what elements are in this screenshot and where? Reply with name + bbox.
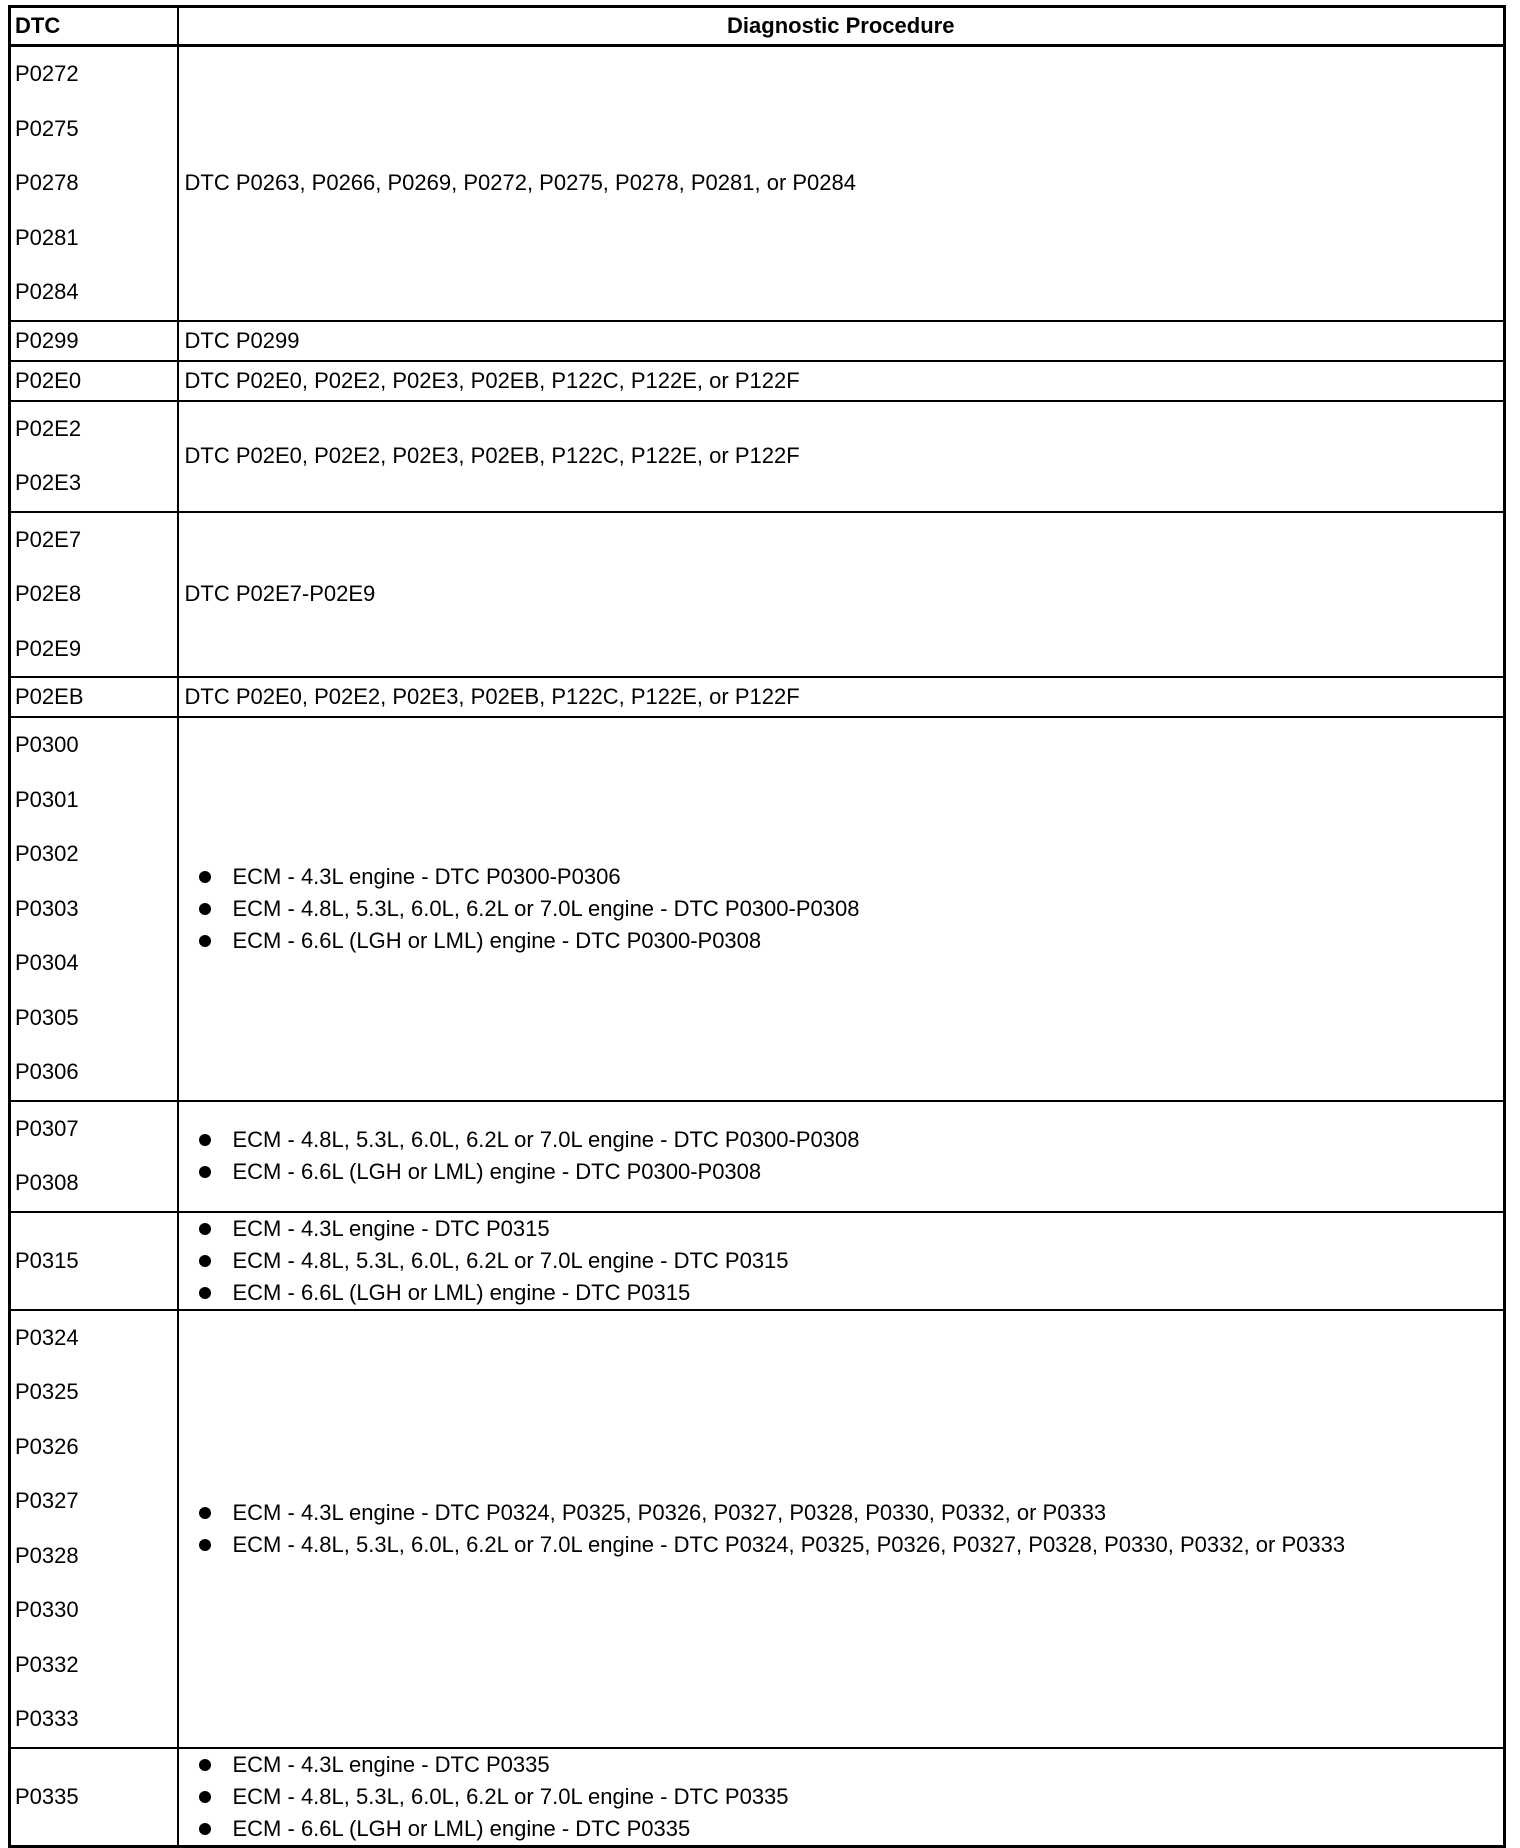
bullet-icon (199, 1134, 211, 1146)
procedure-bullet-text: ECM - 6.6L (LGH or LML) engine - DTC P0300-P0308 (232, 927, 762, 953)
dtc-code: P0306 (15, 1059, 79, 1084)
dtc-code: P02E0 (15, 367, 82, 393)
dtc-code: P0305 (15, 1004, 79, 1030)
bullet-icon (199, 903, 211, 915)
dtc-code: P0299 (15, 327, 79, 353)
dtc-code: P0308 (15, 1170, 79, 1195)
procedure-cell (178, 1101, 1505, 1212)
procedure-list-item (199, 1277, 1504, 1309)
procedure-list-item (199, 1497, 1504, 1529)
procedure-bullet-text: ECM - 4.8L, 5.3L, 6.0L, 6.2L or 7.0L engine - DTC P0300-P0308 (232, 1127, 860, 1152)
dtc-code: P0328 (15, 1542, 79, 1568)
procedure-list-item (199, 861, 1504, 893)
dtc-cell (10, 1310, 178, 1748)
procedure-list-item (199, 1749, 1504, 1781)
dtc-code: P02E7 (15, 526, 82, 552)
procedure-bullet-text: ECM - 4.3L engine - DTC P0315 (232, 1215, 550, 1241)
dtc-cell (10, 1748, 178, 1847)
procedure-text: DTC P02E7-P02E9 (184, 581, 376, 607)
procedure-cell (178, 401, 1505, 512)
procedure-bullet-text: ECM - 4.3L engine - DTC P0300-P0306 (232, 863, 621, 889)
dtc-code: P0335 (15, 1783, 79, 1809)
table-body (10, 46, 1505, 1847)
dtc-code: P0301 (15, 786, 79, 812)
dtc-cell (10, 361, 178, 401)
procedure-cell (178, 717, 1505, 1101)
procedure-bullet-text: ECM - 6.6L (LGH or LML) engine - DTC P0300-P0308 (232, 1159, 762, 1184)
table-header (10, 7, 1505, 46)
table-row (10, 46, 1505, 321)
dtc-code: P02EB (15, 684, 84, 709)
dtc-code: P0330 (15, 1597, 79, 1622)
header-row (10, 7, 1505, 46)
dtc-code: P02E3 (15, 470, 82, 495)
procedure-cell (178, 512, 1505, 678)
procedure-text: DTC P02E0, P02E2, P02E3, P02EB, P122C, P122E, or P122F (184, 367, 800, 393)
table-row (10, 512, 1505, 678)
dtc-code: P0326 (15, 1433, 79, 1459)
procedure-text: DTC P0299 (184, 327, 300, 353)
procedure-cell (178, 321, 1505, 361)
procedure-text: DTC P02E0, P02E2, P02E3, P02EB, P122C, P122E, or P122F (184, 443, 800, 468)
dtc-cell (10, 321, 178, 361)
dtc-cell (10, 401, 178, 512)
table-row (10, 361, 1505, 401)
dtc-cell (10, 46, 178, 321)
table-row (10, 321, 1505, 361)
bullet-icon (199, 1223, 211, 1235)
procedure-list (185, 1749, 1504, 1845)
dtc-code: P0300 (15, 732, 79, 757)
table-row (10, 1310, 1505, 1748)
dtc-code: P0324 (15, 1324, 79, 1350)
dtc-code: P0278 (15, 170, 79, 195)
procedure-cell (178, 361, 1505, 401)
header-dtc: DTC (10, 7, 178, 46)
procedure-list-item (199, 1245, 1504, 1277)
bullet-icon (199, 1823, 211, 1835)
procedure-bullet-text: ECM - 4.3L engine - DTC P0324, P0325, P0326, P0327, P0328, P0330, P0332, or P0333 (232, 1499, 1107, 1525)
procedure-list-item (199, 1213, 1504, 1245)
dtc-cell (10, 1101, 178, 1212)
dtc-code: P02E2 (15, 415, 82, 441)
bullet-icon (199, 1166, 211, 1178)
dtc-code: P0304 (15, 950, 79, 975)
dtc-code: P0327 (15, 1488, 79, 1513)
bullet-icon (199, 1791, 211, 1803)
procedure-list-item (199, 1156, 1504, 1188)
header-procedure: Diagnostic Procedure (178, 7, 1505, 46)
procedure-list (185, 1213, 1504, 1309)
dtc-code: P0275 (15, 115, 79, 141)
procedure-list-item (199, 1529, 1504, 1561)
procedure-text: DTC P02E0, P02E2, P02E3, P02EB, P122C, P122E, or P122F (184, 684, 800, 709)
dtc-cell (10, 717, 178, 1101)
procedure-list-item (199, 1124, 1504, 1156)
dtc-code: P0284 (15, 279, 79, 304)
dtc-code: P0307 (15, 1115, 79, 1141)
dtc-code: P0281 (15, 224, 79, 250)
procedure-bullet-text: ECM - 4.8L, 5.3L, 6.0L, 6.2L or 7.0L engine - DTC P0335 (232, 1783, 789, 1809)
procedure-bullet-text: ECM - 4.8L, 5.3L, 6.0L, 6.2L or 7.0L engine - DTC P0324, P0325, P0326, P0327, P0328, P0330, P0332, or P0333 (232, 1531, 1346, 1557)
dtc-cell (10, 512, 178, 678)
dtc-cell (10, 677, 178, 717)
bullet-icon (199, 935, 211, 947)
procedure-cell (178, 46, 1505, 321)
procedure-cell (178, 1310, 1505, 1748)
table-row (10, 1101, 1505, 1212)
dtc-code: P02E8 (15, 581, 82, 606)
table-row (10, 717, 1505, 1101)
procedure-cell (178, 1748, 1505, 1847)
procedure-list-item (199, 1813, 1504, 1845)
procedure-bullet-text: ECM - 6.6L (LGH or LML) engine - DTC P0315 (232, 1279, 691, 1305)
bullet-icon (199, 1287, 211, 1299)
table-row (10, 1212, 1505, 1310)
procedure-list-item (199, 893, 1504, 925)
dtc-code: P0325 (15, 1379, 79, 1404)
procedure-list-item (199, 925, 1504, 957)
bullet-icon (199, 1507, 211, 1519)
procedure-cell (178, 677, 1505, 717)
procedure-bullet-text: ECM - 4.3L engine - DTC P0335 (232, 1751, 550, 1777)
dtc-code: P0333 (15, 1706, 79, 1731)
procedure-list (185, 1124, 1504, 1188)
bullet-icon (199, 1255, 211, 1267)
procedure-bullet-text: ECM - 6.6L (LGH or LML) engine - DTC P0335 (232, 1815, 691, 1841)
procedure-list (185, 861, 1504, 957)
dtc-code: P02E9 (15, 635, 82, 661)
table-row (10, 677, 1505, 717)
dtc-cell (10, 1212, 178, 1310)
bullet-icon (199, 1539, 211, 1551)
dtc-code: P0302 (15, 841, 79, 866)
bullet-icon (199, 1759, 211, 1771)
procedure-bullet-text: ECM - 4.8L, 5.3L, 6.0L, 6.2L or 7.0L engine - DTC P0315 (232, 1247, 789, 1273)
dtc-code: P0303 (15, 895, 79, 921)
dtc-table (8, 5, 1506, 1848)
dtc-code: P0332 (15, 1651, 79, 1677)
dtc-code: P0272 (15, 61, 79, 86)
procedure-list (185, 1497, 1504, 1561)
procedure-bullet-text: ECM - 4.8L, 5.3L, 6.0L, 6.2L or 7.0L engine - DTC P0300-P0308 (232, 895, 860, 921)
bullet-icon (199, 871, 211, 883)
table-row (10, 401, 1505, 512)
procedure-text: DTC P0263, P0266, P0269, P0272, P0275, P0278, P0281, or P0284 (184, 170, 856, 196)
procedure-cell (178, 1212, 1505, 1310)
dtc-code: P0315 (15, 1247, 79, 1273)
table-row (10, 1748, 1505, 1847)
